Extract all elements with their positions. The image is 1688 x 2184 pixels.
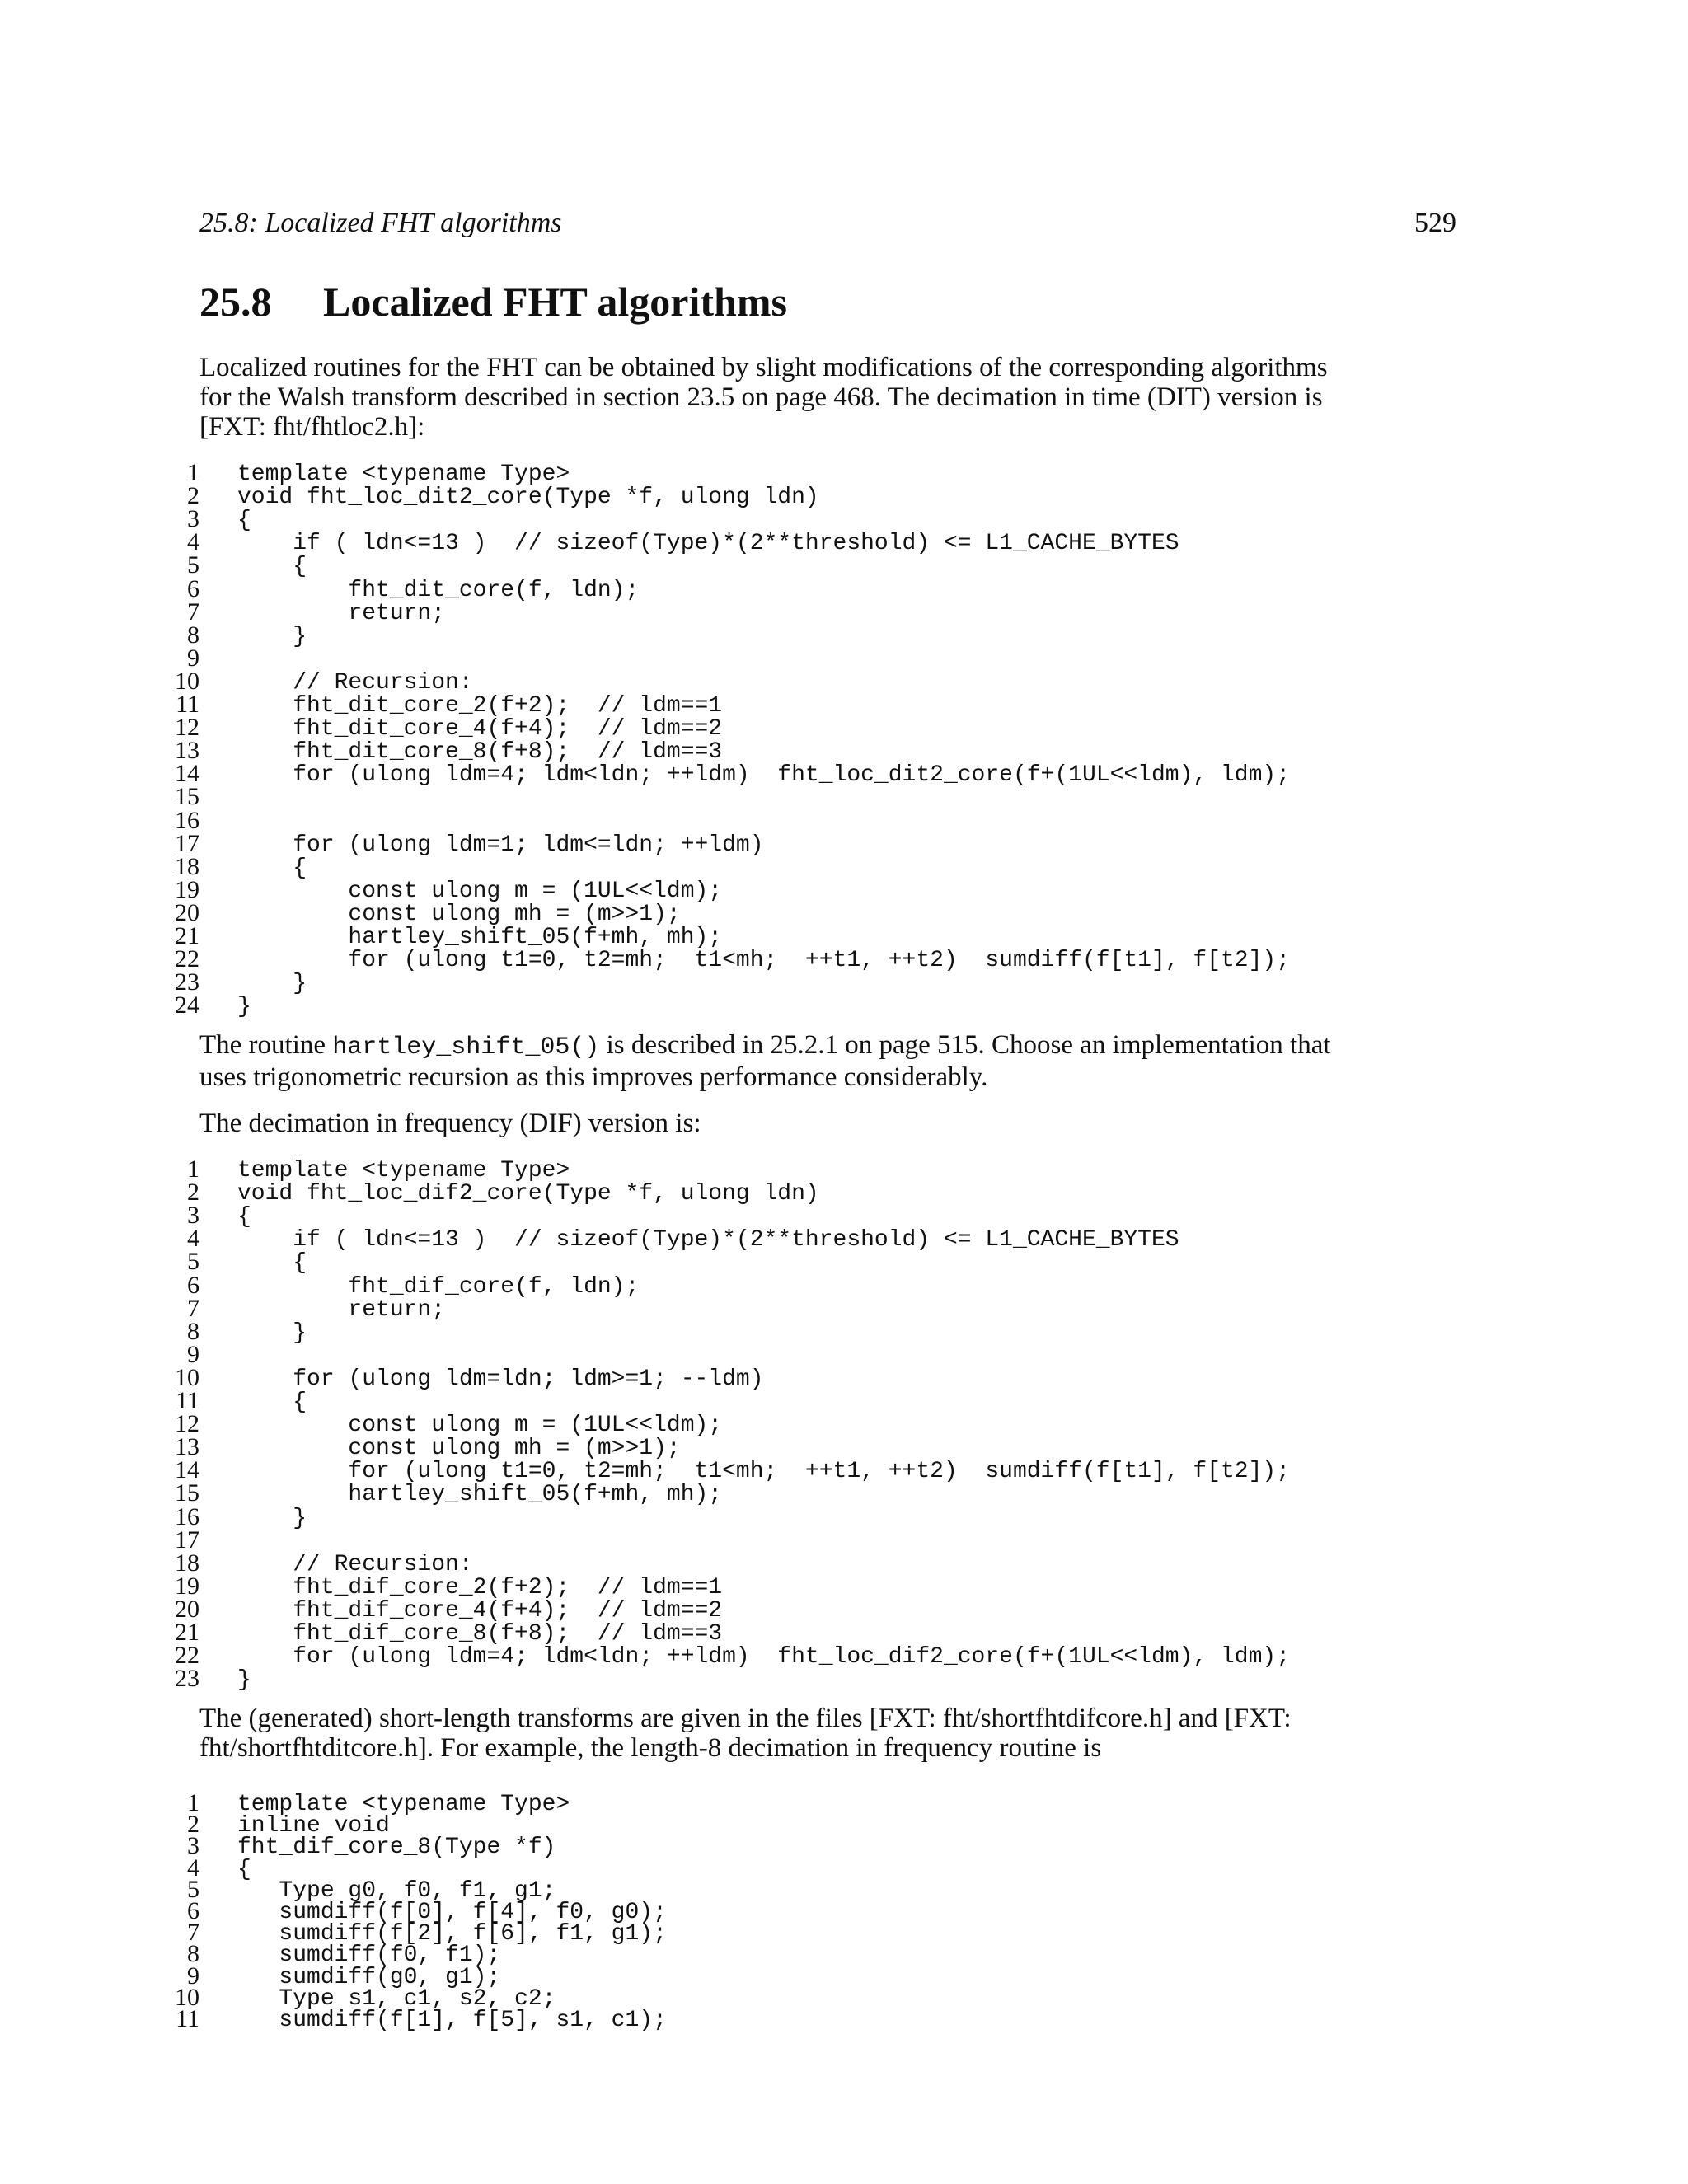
code-line [0, 1619, 1688, 1647]
line-number: 11 [176, 1387, 199, 1414]
code-line [0, 1225, 1688, 1254]
line-number: 7 [187, 598, 199, 626]
paragraph-line: uses trigonometric recursion as this improves performance considerably. [199, 1062, 988, 1092]
code-line [0, 991, 1688, 1020]
line-number: 10 [175, 1363, 199, 1391]
code-text: const ulong m = (1UL<<ldm); [237, 878, 723, 904]
line-number: 15 [175, 1479, 199, 1507]
line-number: 10 [175, 1983, 199, 2011]
code-line [0, 1248, 1688, 1277]
code-text: { [237, 855, 307, 881]
line-number: 2 [187, 482, 199, 510]
code-text: Type g0, f0, f1, g1; [237, 1877, 556, 1904]
line-number: 16 [175, 806, 199, 834]
code-line [0, 829, 1688, 858]
line-number: 23 [175, 968, 199, 996]
code-text: fht_dit_core_4(f+4); // ldm==2 [237, 716, 723, 743]
code-text: for (ulong ldm=4; ldm<ldn; ++ldm) fht_loc_dit2_core(f+(1UL<<ldm), ldm); [237, 762, 1291, 789]
line-number: 6 [187, 1271, 199, 1299]
line-number: 12 [175, 1410, 199, 1438]
code-line [0, 1387, 1688, 1415]
line-number: 19 [175, 875, 199, 903]
code-line [0, 1526, 1688, 1554]
line-number: 23 [175, 1665, 199, 1693]
line-number: 9 [187, 1961, 199, 1990]
line-number: 21 [175, 922, 199, 949]
line-number: 1 [187, 1789, 199, 1816]
code-line [0, 459, 1688, 487]
code-line [0, 1433, 1688, 1462]
page-number: 529 [1414, 208, 1456, 238]
code-line [0, 1665, 1688, 1694]
line-number: 8 [187, 1940, 199, 1968]
code-line [0, 1155, 1688, 1183]
code-text: if ( ldn<=13 ) // sizeof(Type)*(2**threshold) <= L1_CACHE_BYTES [237, 1227, 1179, 1254]
line-number: 18 [175, 1549, 199, 1577]
line-number: 22 [175, 1642, 199, 1670]
code-line [0, 1363, 1688, 1392]
line-number: 2 [187, 1179, 199, 1207]
code-line [0, 1549, 1688, 1577]
code-text: fht_dif_core_4(f+4); // ldm==2 [237, 1597, 723, 1624]
code-text: { [237, 1250, 307, 1277]
line-number: 3 [187, 1202, 199, 1230]
line-number: 5 [187, 1875, 199, 1903]
code-text: template <typename Type> [237, 1792, 570, 1817]
code-text: for (ulong t1=0, t2=mh; t1<mh; ++t1, ++t2) sumdiff(f[t1], f[t2]); [237, 1459, 1291, 1485]
line-number: 7 [187, 1294, 199, 1322]
hartley-shift-paragraph [199, 1030, 1456, 1092]
code-text: const ulong m = (1UL<<ldm); [237, 1413, 723, 1439]
code-line [0, 1642, 1688, 1671]
code-line [0, 1595, 1688, 1624]
code-line [0, 760, 1688, 789]
code-text: template <typename Type> [237, 462, 570, 487]
running-title: 25.8: Localized FHT algorithms [199, 208, 562, 238]
intro-line: Localized routines for the FHT can be obtained by slight modifications of the corresponding algorithms [199, 353, 1328, 382]
line-number: 20 [175, 898, 199, 926]
code-text: for (ulong ldm=1; ldm<=ldn; ++ldm) [237, 832, 764, 858]
code-text: sumdiff(g0, g1); [237, 1964, 501, 1990]
code-text: // Recursion: [237, 1551, 473, 1577]
code-text: fht_dif_core_8(Type *f) [237, 1835, 556, 1861]
code-line [0, 737, 1688, 766]
line-number: 12 [175, 714, 199, 742]
code-line [0, 1179, 1688, 1207]
code-text: inline void [237, 1813, 390, 1840]
code-line [0, 898, 1688, 927]
line-number: 6 [187, 574, 199, 602]
code-text: void fht_loc_dit2_core(Type *f, ulong ldn) [237, 485, 819, 511]
code-line [0, 2005, 1688, 2033]
line-number: 5 [187, 551, 199, 579]
line-number: 19 [175, 1572, 199, 1600]
line-number: 3 [187, 1832, 199, 1860]
code-text: } [237, 971, 307, 997]
code-line [0, 1271, 1688, 1300]
code-text: sumdiff(f[0], f[4], f0, g0); [237, 1900, 667, 1925]
code-line [0, 598, 1688, 626]
code-line [0, 551, 1688, 580]
line-number: 15 [175, 783, 199, 811]
line-number: 9 [187, 644, 199, 672]
line-number: 7 [187, 1919, 199, 1947]
intro-paragraph [199, 353, 1456, 442]
code-text: } [237, 994, 251, 1020]
inline-code: hartley_shift_05() [332, 1033, 600, 1062]
code-text: } [237, 623, 307, 649]
code-line [0, 945, 1688, 974]
line-number: 22 [175, 945, 199, 973]
line-number: 3 [187, 505, 199, 533]
code-line [0, 714, 1688, 743]
code-text: hartley_shift_05(f+mh, mh); [237, 1482, 723, 1508]
code-text: template <typename Type> [237, 1158, 570, 1183]
line-number: 13 [175, 737, 199, 765]
code-line [0, 644, 1688, 673]
code-line [0, 621, 1688, 649]
line-number: 4 [187, 528, 199, 556]
code-text: const ulong mh = (m>>1); [237, 901, 681, 927]
code-text: for (ulong ldm=4; ldm<ldn; ++ldm) fht_loc_dif2_core(f+(1UL<<ldm), ldm); [237, 1644, 1291, 1671]
intro-line: [FXT: fht/fhtloc2.h]: [199, 412, 425, 442]
line-number: 11 [176, 691, 199, 718]
line-number: 16 [175, 1502, 199, 1530]
code-text: { [237, 1856, 251, 1882]
code-text: return; [237, 1296, 446, 1323]
code-text: Type s1, c1, s2, c2; [237, 1985, 556, 2012]
line-number: 8 [187, 1317, 199, 1345]
line-number: 13 [175, 1433, 199, 1461]
line-number: 14 [175, 760, 199, 788]
code-line [0, 852, 1688, 881]
code-line [0, 806, 1688, 835]
code-text: const ulong mh = (m>>1); [237, 1436, 681, 1462]
code-text: { [237, 1204, 251, 1230]
code-text: return; [237, 600, 446, 626]
code-line [0, 968, 1688, 997]
line-number: 17 [175, 829, 199, 857]
code-text: } [237, 1505, 307, 1531]
paragraph-line [199, 1030, 1456, 1062]
line-number: 4 [187, 1225, 199, 1253]
code-text: { [237, 1390, 307, 1415]
section-title: Localized FHT algorithms [323, 279, 787, 325]
line-number: 21 [175, 1619, 199, 1646]
code-text: for (ulong t1=0, t2=mh; t1<mh; ++t1, ++t2) sumdiff(f[t1], f[t2]); [237, 948, 1291, 974]
line-number: 1 [187, 459, 199, 486]
line-number: 1 [187, 1155, 199, 1183]
code-text: // Recursion: [237, 669, 473, 696]
code-line [0, 482, 1688, 511]
line-number: 11 [176, 2005, 199, 2032]
generated-paragraph [199, 1704, 1456, 1763]
intro-line: for the Walsh transform described in section 23.5 on page 468. The decimation in time (DIT) version is [199, 382, 1323, 412]
paragraph-line: The (generated) short-length transforms are given in the files [FXT: fht/shortfhtdifcore.h] and [FXT: [199, 1704, 1292, 1733]
code-line [0, 1410, 1688, 1439]
code-text: fht_dif_core(f, ldn); [237, 1273, 640, 1300]
line-number: 24 [175, 991, 199, 1019]
code-text: fht_dit_core_8(f+8); // ldm==3 [237, 739, 723, 766]
code-line [0, 1502, 1688, 1531]
code-text: { [237, 554, 307, 580]
code-text: sumdiff(f[2], f[6], f1, g1); [237, 1921, 667, 1947]
code-line [0, 528, 1688, 557]
code-text: fht_dit_core_2(f+2); // ldm==1 [237, 693, 723, 719]
code-line [0, 1202, 1688, 1230]
code-line [0, 783, 1688, 811]
code-text: fht_dit_core(f, ldn); [237, 577, 640, 603]
section-heading [199, 275, 787, 328]
section-number: 25.8 [199, 279, 272, 325]
code-text: sumdiff(f0, f1); [237, 1943, 501, 1969]
code-text: hartley_shift_05(f+mh, mh); [237, 925, 723, 950]
code-line [0, 922, 1688, 950]
code-line [0, 574, 1688, 603]
line-number: 20 [175, 1595, 199, 1623]
code-text: if ( ldn<=13 ) // sizeof(Type)*(2**threshold) <= L1_CACHE_BYTES [237, 531, 1179, 557]
code-text: sumdiff(f[1], f[5], s1, c1); [237, 2008, 667, 2033]
code-text: } [237, 1319, 307, 1346]
code-text: } [237, 1667, 251, 1694]
code-line [0, 505, 1688, 534]
code-line [0, 1456, 1688, 1485]
code-line [0, 1340, 1688, 1369]
code-text: { [237, 508, 251, 534]
line-number: 18 [175, 852, 199, 880]
line-number: 4 [187, 1854, 199, 1882]
code-text: for (ulong ldm=ldn; ldm>=1; --ldm) [237, 1366, 764, 1392]
line-number: 9 [187, 1340, 199, 1368]
code-line [0, 691, 1688, 719]
code-line [0, 1317, 1688, 1346]
line-number: 2 [187, 1811, 199, 1839]
running-head [199, 203, 1456, 244]
code-line [0, 1572, 1688, 1601]
code-line [0, 875, 1688, 904]
text-run: is described in 25.2.1 on page 515. Choose an implementation that [599, 1030, 1331, 1060]
dif-intro-paragraph: The decimation in frequency (DIF) version is: [199, 1108, 701, 1138]
code-text: void fht_loc_dif2_core(Type *f, ulong ldn) [237, 1181, 819, 1207]
line-number: 5 [187, 1248, 199, 1276]
line-number: 17 [175, 1526, 199, 1554]
code-line [0, 667, 1688, 696]
code-line [0, 1294, 1688, 1323]
line-number: 10 [175, 667, 199, 695]
text-run: The routine [199, 1030, 333, 1060]
line-number: 14 [175, 1456, 199, 1484]
line-number: 8 [187, 621, 199, 649]
line-number: 6 [187, 1897, 199, 1924]
code-line [0, 1479, 1688, 1508]
code-text: fht_dif_core_2(f+2); // ldm==1 [237, 1574, 723, 1601]
code-text: fht_dif_core_8(f+8); // ldm==3 [237, 1621, 723, 1647]
paragraph-line: fht/shortfhtditcore.h]. For example, the length-8 decimation in frequency routine is [199, 1733, 1102, 1763]
